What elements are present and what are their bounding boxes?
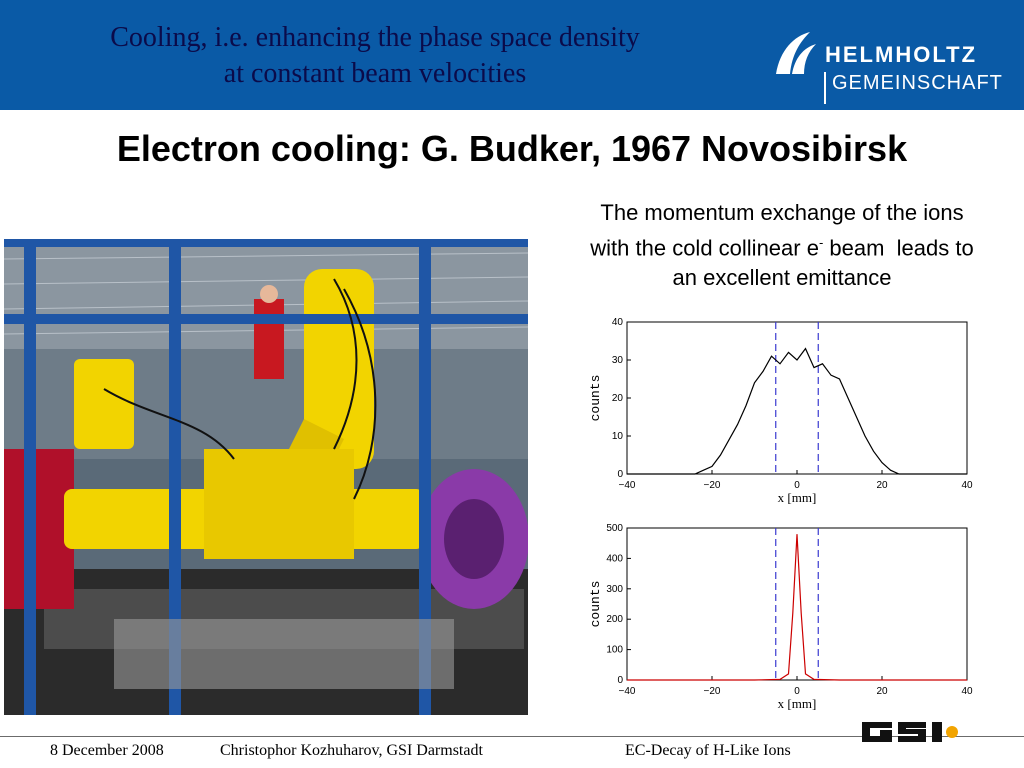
x-tick-label: 20 xyxy=(876,686,888,697)
footer-author: Christophor Kozhuharov, GSI Darmstadt xyxy=(220,742,483,759)
footer-date: 8 December 2008 xyxy=(50,742,164,759)
slide-title: Electron cooling: G. Budker, 1967 Novosibirsk xyxy=(116,128,908,169)
header-title-line1: Cooling, i.e. enhancing the phase space density xyxy=(110,22,640,53)
header-title xyxy=(40,20,710,92)
y-tick-label: 10 xyxy=(611,431,623,442)
x-axis-label: x [mm] xyxy=(777,490,817,505)
y-tick-label: 20 xyxy=(611,393,623,404)
y-tick-label: 0 xyxy=(617,469,623,480)
header-title-line2: at constant beam velocities xyxy=(223,58,527,89)
x-tick-label: −40 xyxy=(618,480,636,491)
y-tick-label: 300 xyxy=(606,583,623,595)
x-tick-label: −20 xyxy=(703,480,721,491)
x-tick-label: 0 xyxy=(794,480,800,491)
description-text xyxy=(548,198,1016,293)
helmholtz-swoosh-icon xyxy=(770,30,818,78)
y-tick-label: 0 xyxy=(617,675,623,686)
x-tick-label: 40 xyxy=(961,480,973,491)
gsi-logo xyxy=(862,719,962,745)
x-tick-label: 0 xyxy=(794,686,800,697)
logo-divider xyxy=(824,72,826,104)
x-tick-label: 40 xyxy=(961,686,973,697)
x-tick-label: 20 xyxy=(876,480,888,491)
y-tick-label: 200 xyxy=(606,614,623,626)
y-tick-label: 30 xyxy=(611,355,623,366)
description-line2-part1: with the cold collinear e xyxy=(590,235,819,261)
helmholtz-logo xyxy=(770,26,1010,106)
chart-after-cooling xyxy=(585,518,985,714)
series-line xyxy=(627,349,967,474)
plot-frame xyxy=(627,322,967,474)
series-line xyxy=(627,534,967,680)
y-tick-label: 40 xyxy=(611,317,623,328)
y-tick-label: 400 xyxy=(606,553,623,565)
x-tick-label: −40 xyxy=(618,686,636,697)
x-axis-label: x [mm] xyxy=(777,696,817,711)
footer-talk: EC-Decay of H-Like Ions xyxy=(625,742,791,759)
description-line3: an excellent emittance xyxy=(672,265,892,291)
electron-cooler-photo xyxy=(4,239,528,715)
logo-word-helmholtz: HELMHOLTZ xyxy=(825,42,978,67)
y-tick-label: 100 xyxy=(606,644,623,656)
y-tick-label: 500 xyxy=(606,523,623,534)
description-line2 xyxy=(548,228,1016,263)
description-line2-part2: beam leads to xyxy=(823,235,974,261)
y-axis-label: counts xyxy=(588,580,603,628)
x-tick-label: −20 xyxy=(703,686,721,697)
chart-before-cooling xyxy=(585,312,985,508)
y-axis-label: counts xyxy=(588,374,603,422)
description-line1: The momentum exchange of the ions xyxy=(600,200,964,225)
plot-frame xyxy=(627,528,967,680)
logo-word-gemeinschaft: GEMEINSCHAFT xyxy=(832,72,1003,94)
header-bar xyxy=(0,0,1024,110)
electron-superscript: - xyxy=(818,235,824,250)
